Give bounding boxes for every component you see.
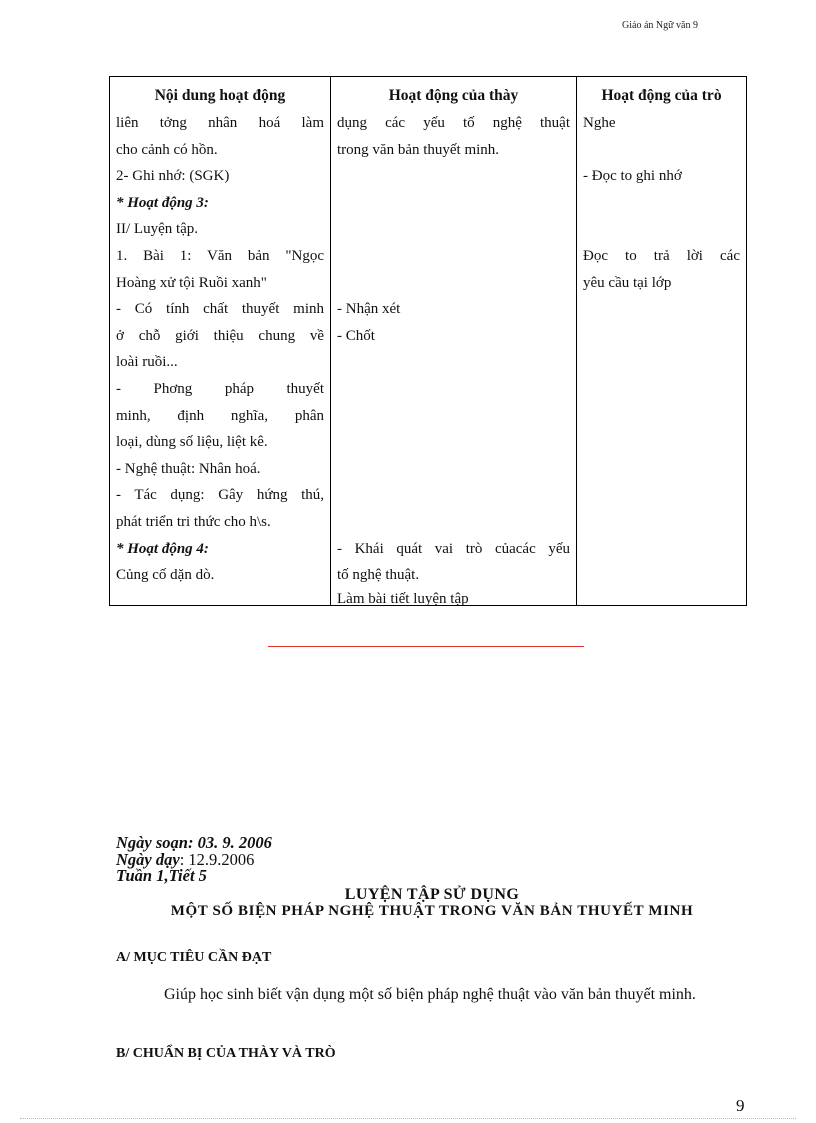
content-line: Hoàng xử tội Ruồi xanh" <box>116 274 267 291</box>
student-line: Nghe <box>583 115 616 131</box>
teacher-line: Làm bài tiết luyện tập <box>337 590 469 605</box>
teacher-line: - Chốt <box>337 327 375 344</box>
student-line: Đọc to trả lời các <box>583 247 740 264</box>
activity-heading: * Hoạt động 3: <box>116 194 209 211</box>
content-line: liên tởng nhân hoá làm <box>116 115 324 131</box>
content-line: - Nghệ thuật: Nhân hoá. <box>116 460 261 477</box>
teacher-line: - Nhận xét <box>337 301 401 318</box>
teacher-line <box>337 216 570 243</box>
content-line: 1. Bài 1: Văn bản "Ngọc <box>116 247 324 264</box>
header-content: Nội dung hoạt động <box>110 77 331 111</box>
table-body-row <box>110 110 747 605</box>
student-column <box>577 110 747 605</box>
teacher-line: tố nghệ thuật. <box>337 567 420 584</box>
table-header-row <box>110 77 747 111</box>
content-line: phát triển tri thức cho h\s. <box>116 513 271 530</box>
teacher-line <box>337 243 570 270</box>
prep-date: Ngày soạn: 03. 9. 2006 <box>116 833 272 852</box>
content-column <box>110 110 331 605</box>
teacher-line <box>337 270 570 297</box>
objective-paragraph <box>116 981 746 1008</box>
footer-rule <box>20 1118 796 1119</box>
teacher-line <box>337 349 570 376</box>
activity-heading: * Hoạt động 4: <box>116 540 209 557</box>
content-line: - Có tính chất thuyết minh <box>116 301 324 318</box>
content-line: - Phơng pháp thuyết <box>116 380 324 397</box>
lesson-subtitle: MỘT SỐ BIỆN PHÁP NGHỆ THUẬT TRONG VĂN BẢN THUYẾT MINH <box>170 903 694 919</box>
content-line: - Tác dụng: Gây hứng thú, <box>116 487 324 504</box>
teacher-line <box>337 429 570 456</box>
page-number: 9 <box>736 1096 745 1115</box>
student-line <box>583 216 740 243</box>
teacher-column <box>331 110 577 605</box>
teacher-line <box>337 190 570 217</box>
header-teacher: Hoạt động của thày <box>331 77 577 111</box>
teach-date-value: : 12.9.2006 <box>179 850 255 869</box>
teacher-line <box>337 482 570 509</box>
student-line: yêu cầu tại lớp <box>583 274 672 291</box>
lesson-title: LUYỆN TẬP SỬ DỤNG <box>344 886 520 903</box>
teacher-line: dụng các yếu tố nghệ thuật <box>337 115 570 131</box>
student-line: - Đọc to ghi nhớ <box>583 168 682 185</box>
week-period: Tuần 1,Tiết 5 <box>116 866 207 885</box>
teacher-line <box>337 376 570 403</box>
teach-date <box>116 850 255 869</box>
teacher-line <box>337 509 570 536</box>
section-divider <box>268 646 584 647</box>
teacher-line: trong văn bản thuyết minh. <box>337 141 500 158</box>
section-b-heading: B/ CHUẨN BỊ CỦA THÀY VÀ TRÒ <box>116 1046 336 1061</box>
content-line: Củng cố dặn dò. <box>116 567 215 584</box>
teach-date-label: Ngày dạy <box>116 850 180 869</box>
teacher-line <box>337 456 570 483</box>
content-line: minh, định nghĩa, phân <box>116 407 324 424</box>
content-line: loài ruồi... <box>116 354 178 371</box>
content-line: cho cảnh có hồn. <box>116 141 218 158</box>
lesson-activity-table <box>109 76 747 606</box>
content-line: 2- Ghi nhớ: (SGK) <box>116 168 230 185</box>
student-line <box>583 137 740 164</box>
section-a-heading: A/ MỤC TIÊU CẦN ĐẠT <box>116 950 272 965</box>
content-line: ở chỗ giới thiệu chung về <box>116 327 324 344</box>
teacher-line <box>337 403 570 430</box>
running-header: Giáo án Ngữ văn 9 <box>622 20 698 31</box>
student-line <box>583 190 740 217</box>
teacher-line: - Khái quát vai trò củacác yếu <box>337 540 570 557</box>
content-line: loại, dùng số liệu, liệt kê. <box>116 434 268 451</box>
header-student: Hoạt động của trò <box>577 77 747 111</box>
content-line: II/ Luyện tập. <box>116 221 199 238</box>
objective-text: Giúp học sinh biết vận dụng một số biện pháp nghệ thuật vào văn bản thuyết minh. <box>164 986 696 1003</box>
teacher-line <box>337 163 570 190</box>
